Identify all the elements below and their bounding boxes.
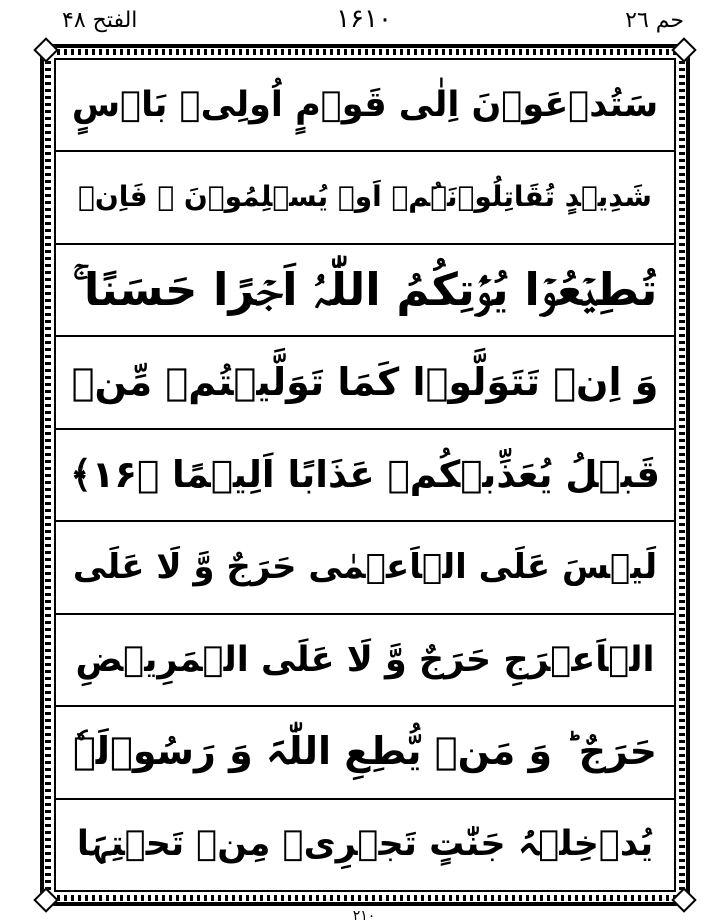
page-number: ۱۶۱۰ [336,4,392,34]
border-ornament-left [45,54,51,896]
border-ornament-right [679,54,685,896]
text-line [56,522,674,614]
line-text: شَدِیۡدٍ تُقَاتِلُوۡنَہُمۡ اَوۡ یُسۡلِمُوۡنَ ۚ فَاِنۡ [78,180,652,214]
footer-number: ۲۱۰ [352,908,376,924]
page-border [40,44,690,906]
line-text: تُطِیۡعُوۡا یُؤۡتِکُمُ اللّٰہُ اَجۡرًا حَسَنًا ۚ [72,263,658,317]
border-ornament-bottom [50,895,680,901]
line-text: لَیۡسَ عَلَی الۡاَعۡمٰی حَرَجٌ وَّ لَا عَلَی [72,546,658,587]
line-text: الۡاَعۡرَجِ حَرَجٌ وَّ لَا عَلَی الۡمَرِیۡضِ [75,639,655,680]
text-line [56,615,674,707]
line-text: یُدۡخِلۡہُ جَنّٰتٍ تَجۡرِیۡ مِنۡ تَحۡتِہَا [76,824,654,865]
text-line [56,60,674,152]
juz-name: حم ۲٦ [625,8,684,33]
line-text: حَرَجٌ ؕ وَ مَنۡ یُّطِعِ اللّٰہَ وَ رَسُوۡلَہٗ [72,729,658,774]
surah-name: الفتح ۴۸ [62,8,138,33]
text-line [56,152,674,244]
text-block [54,58,676,892]
text-line [56,245,674,337]
text-line [56,707,674,799]
line-text: وَ اِنۡ تَتَوَلَّوۡا کَمَا تَوَلَّیۡتُمۡ مِّنۡ [71,359,659,404]
text-line [56,337,674,429]
line-text: قَبۡلُ یُعَذِّبۡکُمۡ عَذَابًا اَلِیۡمًا ﴿۱۶﴾ [70,452,660,496]
border-ornament-top [50,49,680,55]
text-line [56,800,674,890]
line-text: سَتُدۡعَوۡنَ اِلٰی قَوۡمٍ اُولِیۡ بَاۡسٍ [71,84,659,125]
text-line [56,430,674,522]
